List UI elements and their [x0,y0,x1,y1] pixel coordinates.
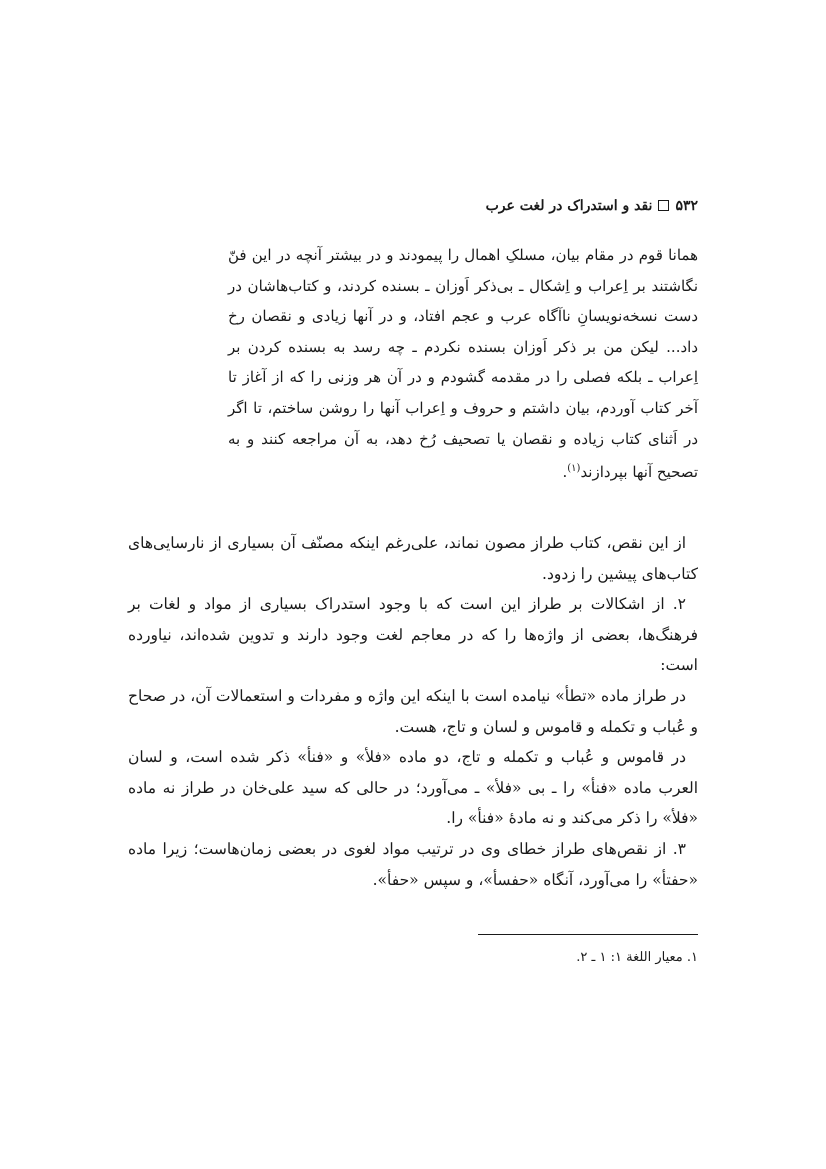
paragraph: از این نقص، کتاب طراز مصون نماند، علی‌رغم اینکه مصنّف آن بسیاری از نارسایی‌های کتاب‌های پیشین را زدود. [128,534,698,583]
book-title: نقد و استدراک در لغت عرب [485,198,653,214]
body-text [128,528,698,895]
paragraph: ۳. از نقص‌های طراز خطای وی در ترتیب مواد لغوی در بعضی زمان‌هاست؛ زیرا ماده «حفتأ» را می‌آورد، آنگاه «حفسأ»، و سپس «حفأ». [128,839,698,889]
paragraph: ۲. از اشکالات بر طراز این است که با وجود استدراک بسیاری از مواد و لغات بر فرهنگ‌ها، بعضی از واژه‌ها را که در معاجم لغت وجود دارند و تدوین شده‌اند، نیاورده است: [128,595,698,675]
running-header [128,196,698,216]
quote-paragraph [228,240,698,488]
paragraph: در قاموس و عُباب و تکمله و تاج، دو ماده «فلأ» و «فنأ» ذکر شده است، و لسان العرب ماده «فنأ» را ـ بی «فلأ» ـ می‌آورد؛ در حالی که سید علی‌خان در طراز نه ماده «فلأ» را ذکر می‌کند و نه مادهٔ «فنأ» را. [128,748,698,828]
square-bullet-icon [658,200,669,211]
page-number: ۵۳۲ [675,198,698,214]
quote-text: همانا قوم در مقام بیان، مسلکِ اهمال را پیمودند و در بیشتر آنچه در این فنّ نگاشتند بر اِعراب و اِشکال ـ بی‌ذکر اَوزان ـ بسنده کردند، و کتاب‌هاشان در دست نسخه‌نویسانِ ناآگاه عرب و عجم افتاد، و در آنها زیادی و نقصان رخ داد... لیکن من بر ذکر اَوزان بسنده نکردم ـ چه رسد به بسنده کردن بر اِعراب ـ بلکه فصلی را در مقدمه گشودم و در آن هر وزنی را که از آغاز تا آخر کتاب آوردم، بیان داشتم و حروف و اِعراب آنها را روشن ساختم، تا اگر در اَثنای کتاب زیاده و نقصان یا تصحیف رُخ دهد، به آن مراجعه کنند و به تصحیح آنها بپردازند [228,246,698,482]
footnote-reference: (۱) [567,463,581,475]
paragraph: در طراز ماده «تطأ» نیامده است با اینکه این واژه و مفردات و استعمالات آن، در صحاح و عُباب و تکمله و قاموس و لسان و تاج، هست. [128,686,698,736]
footnote-divider [478,934,698,935]
quote-end: . [562,463,568,482]
footnote: ۱. معیار اللغة ۱: ۱ ـ ۲. [576,950,698,965]
block-quote [228,240,698,488]
